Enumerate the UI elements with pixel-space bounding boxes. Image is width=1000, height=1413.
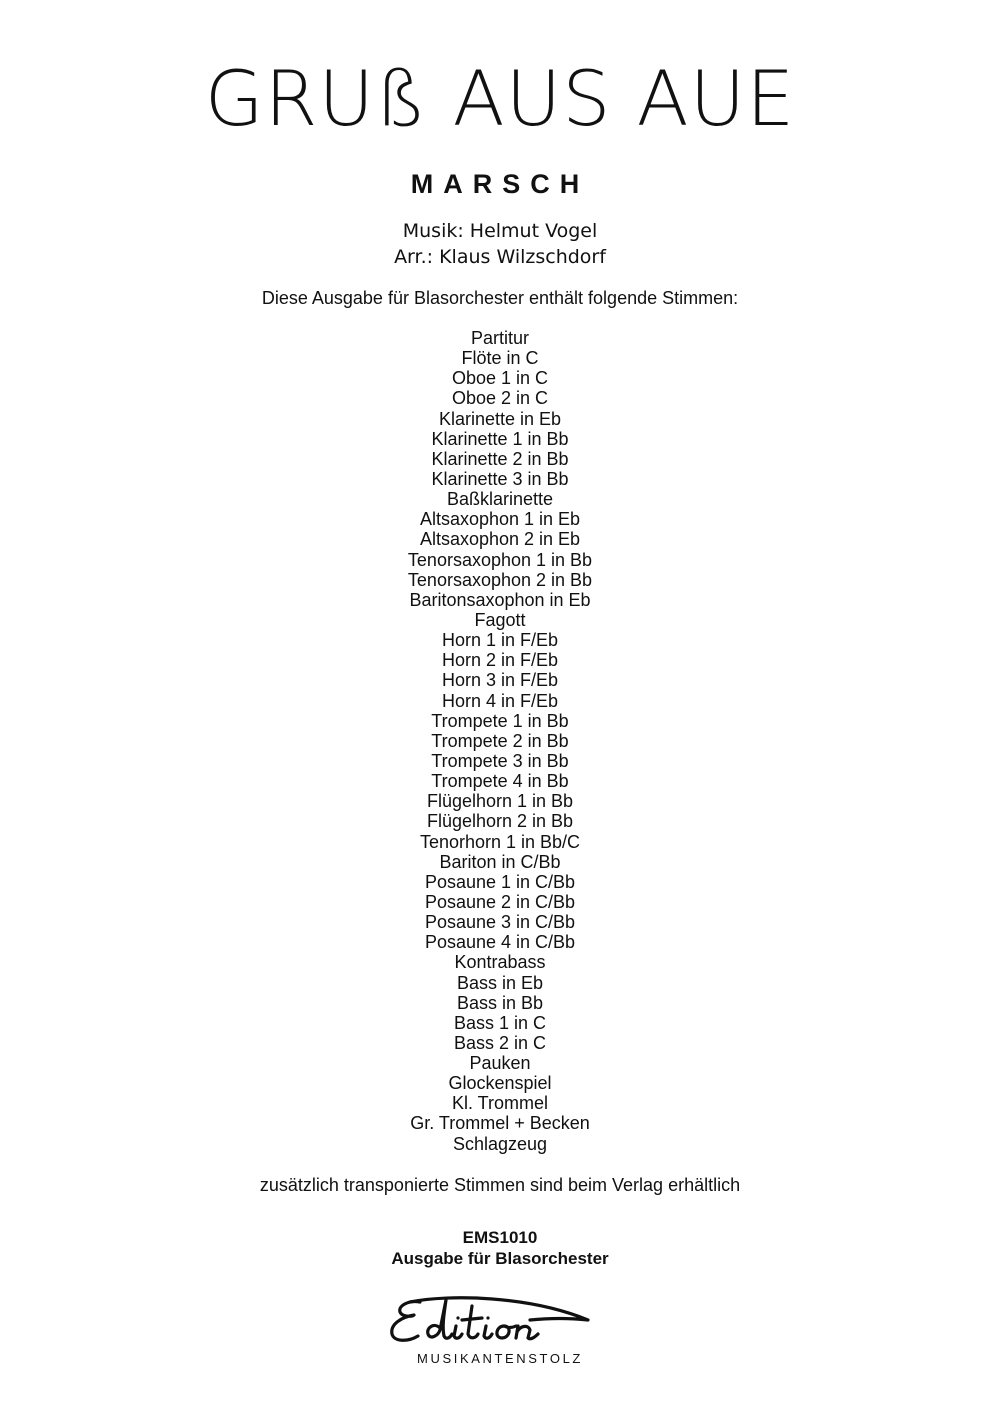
part-item: Bass in Eb bbox=[456, 972, 544, 993]
part-item: Kl. Trommel bbox=[451, 1093, 548, 1114]
part-item: Horn 2 in F/Eb bbox=[441, 650, 559, 671]
part-item: Posaune 1 in C/Bb bbox=[424, 871, 576, 892]
logo-subtext: MUSIKANTENSTOLZ bbox=[417, 1351, 583, 1366]
part-item: Kontrabass bbox=[454, 952, 546, 973]
parts-list bbox=[0, 328, 1000, 1154]
part-item: Posaune 3 in C/Bb bbox=[424, 912, 576, 933]
part-item: Bass 1 in C bbox=[453, 1012, 547, 1033]
arranger-credit: Arr.: Klaus Wilzschdorf bbox=[394, 246, 606, 268]
page-subtitle: MARSCH bbox=[410, 169, 590, 199]
part-item: Fagott bbox=[474, 609, 526, 630]
part-item: Trompete 1 in Bb bbox=[431, 710, 569, 731]
part-item: Klarinette 2 in Bb bbox=[431, 448, 569, 469]
catalog-number: EMS1010 bbox=[462, 1228, 538, 1247]
edition-logo-icon bbox=[380, 1290, 620, 1350]
part-item: Glockenspiel bbox=[448, 1073, 552, 1094]
part-item: Oboe 2 in C bbox=[451, 388, 549, 409]
part-item: Partitur bbox=[470, 328, 530, 348]
part-item: Tenorsaxophon 2 in Bb bbox=[407, 569, 593, 590]
part-item: Schlagzeug bbox=[452, 1133, 548, 1154]
part-item: Klarinette 3 in Bb bbox=[431, 468, 569, 489]
composer-credit: Musik: Helmut Vogel bbox=[402, 220, 598, 242]
part-item: Altsaxophon 2 in Eb bbox=[419, 529, 581, 550]
part-item: Baßklarinette bbox=[446, 489, 554, 510]
transposed-parts-note: zusätzlich transponierte Stimmen sind beim Verlag erhältlich bbox=[259, 1175, 741, 1195]
part-item: Flöte in C bbox=[461, 348, 539, 369]
part-item: Horn 1 in F/Eb bbox=[441, 630, 559, 651]
part-item: Bariton in C/Bb bbox=[439, 851, 561, 872]
part-item: Flügelhorn 2 in Bb bbox=[426, 811, 574, 832]
part-item: Horn 3 in F/Eb bbox=[441, 670, 559, 691]
part-item: Gr. Trommel + Becken bbox=[410, 1113, 590, 1134]
edition-type: Ausgabe für Blasorchester bbox=[391, 1249, 609, 1268]
part-item: Trompete 3 in Bb bbox=[431, 750, 569, 771]
part-item: Bass 2 in C bbox=[453, 1032, 547, 1053]
part-item: Klarinette in Eb bbox=[438, 408, 562, 429]
part-item: Tenorsaxophon 1 in Bb bbox=[407, 549, 593, 570]
part-item: Bass in Bb bbox=[456, 992, 544, 1013]
page-title: GRUß AUS AUE bbox=[204, 54, 796, 143]
part-item: Altsaxophon 1 in Eb bbox=[419, 509, 581, 530]
part-item: Flügelhorn 1 in Bb bbox=[426, 791, 574, 812]
part-item: Trompete 2 in Bb bbox=[431, 730, 569, 751]
part-item: Klarinette 1 in Bb bbox=[431, 428, 569, 449]
parts-intro: Diese Ausgabe für Blasorchester enthält folgende Stimmen: bbox=[261, 288, 739, 308]
part-item: Pauken bbox=[469, 1053, 531, 1074]
part-item: Posaune 2 in C/Bb bbox=[424, 891, 576, 912]
part-item: Baritonsaxophon in Eb bbox=[409, 589, 591, 610]
part-item: Oboe 1 in C bbox=[451, 368, 549, 389]
part-item: Trompete 4 in Bb bbox=[431, 771, 569, 792]
part-item: Tenorhorn 1 in Bb/C bbox=[419, 831, 581, 852]
part-item: Horn 4 in F/Eb bbox=[441, 690, 559, 711]
part-item: Posaune 4 in C/Bb bbox=[424, 932, 576, 953]
